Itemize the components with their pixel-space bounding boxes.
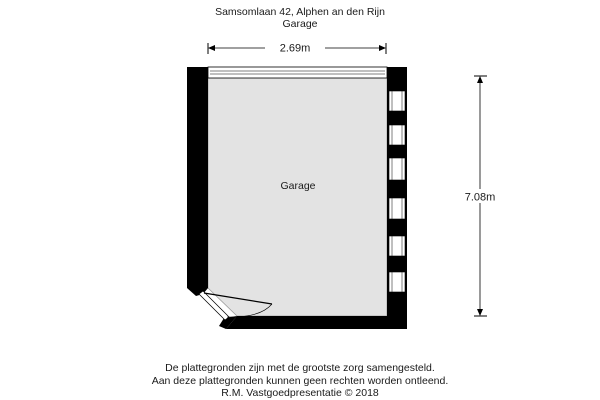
disclaimer	[0, 362, 600, 400]
width-dimension	[208, 40, 386, 55]
copyright-line: R.M. Vastgoedpresentatie © 2018	[221, 387, 379, 399]
length-dimension-label: 7.08m	[464, 191, 496, 204]
disclaimer-line-1: De plattegronden zijn met de grootste zorg samengesteld.	[165, 362, 435, 374]
top-window	[208, 67, 387, 78]
garage-floor	[208, 78, 387, 316]
address-title: Samsomlaan 42, Alphen an den Rijn	[215, 6, 385, 18]
length-dimension	[458, 76, 502, 316]
floor-title: Garage	[282, 18, 318, 30]
width-dimension-label: 2.69m	[279, 42, 311, 55]
disclaimer-line-2: Aan deze plattegronden kunnen geen rechten worden ontleend.	[151, 374, 449, 387]
room-label-garage: Garage	[280, 180, 316, 192]
